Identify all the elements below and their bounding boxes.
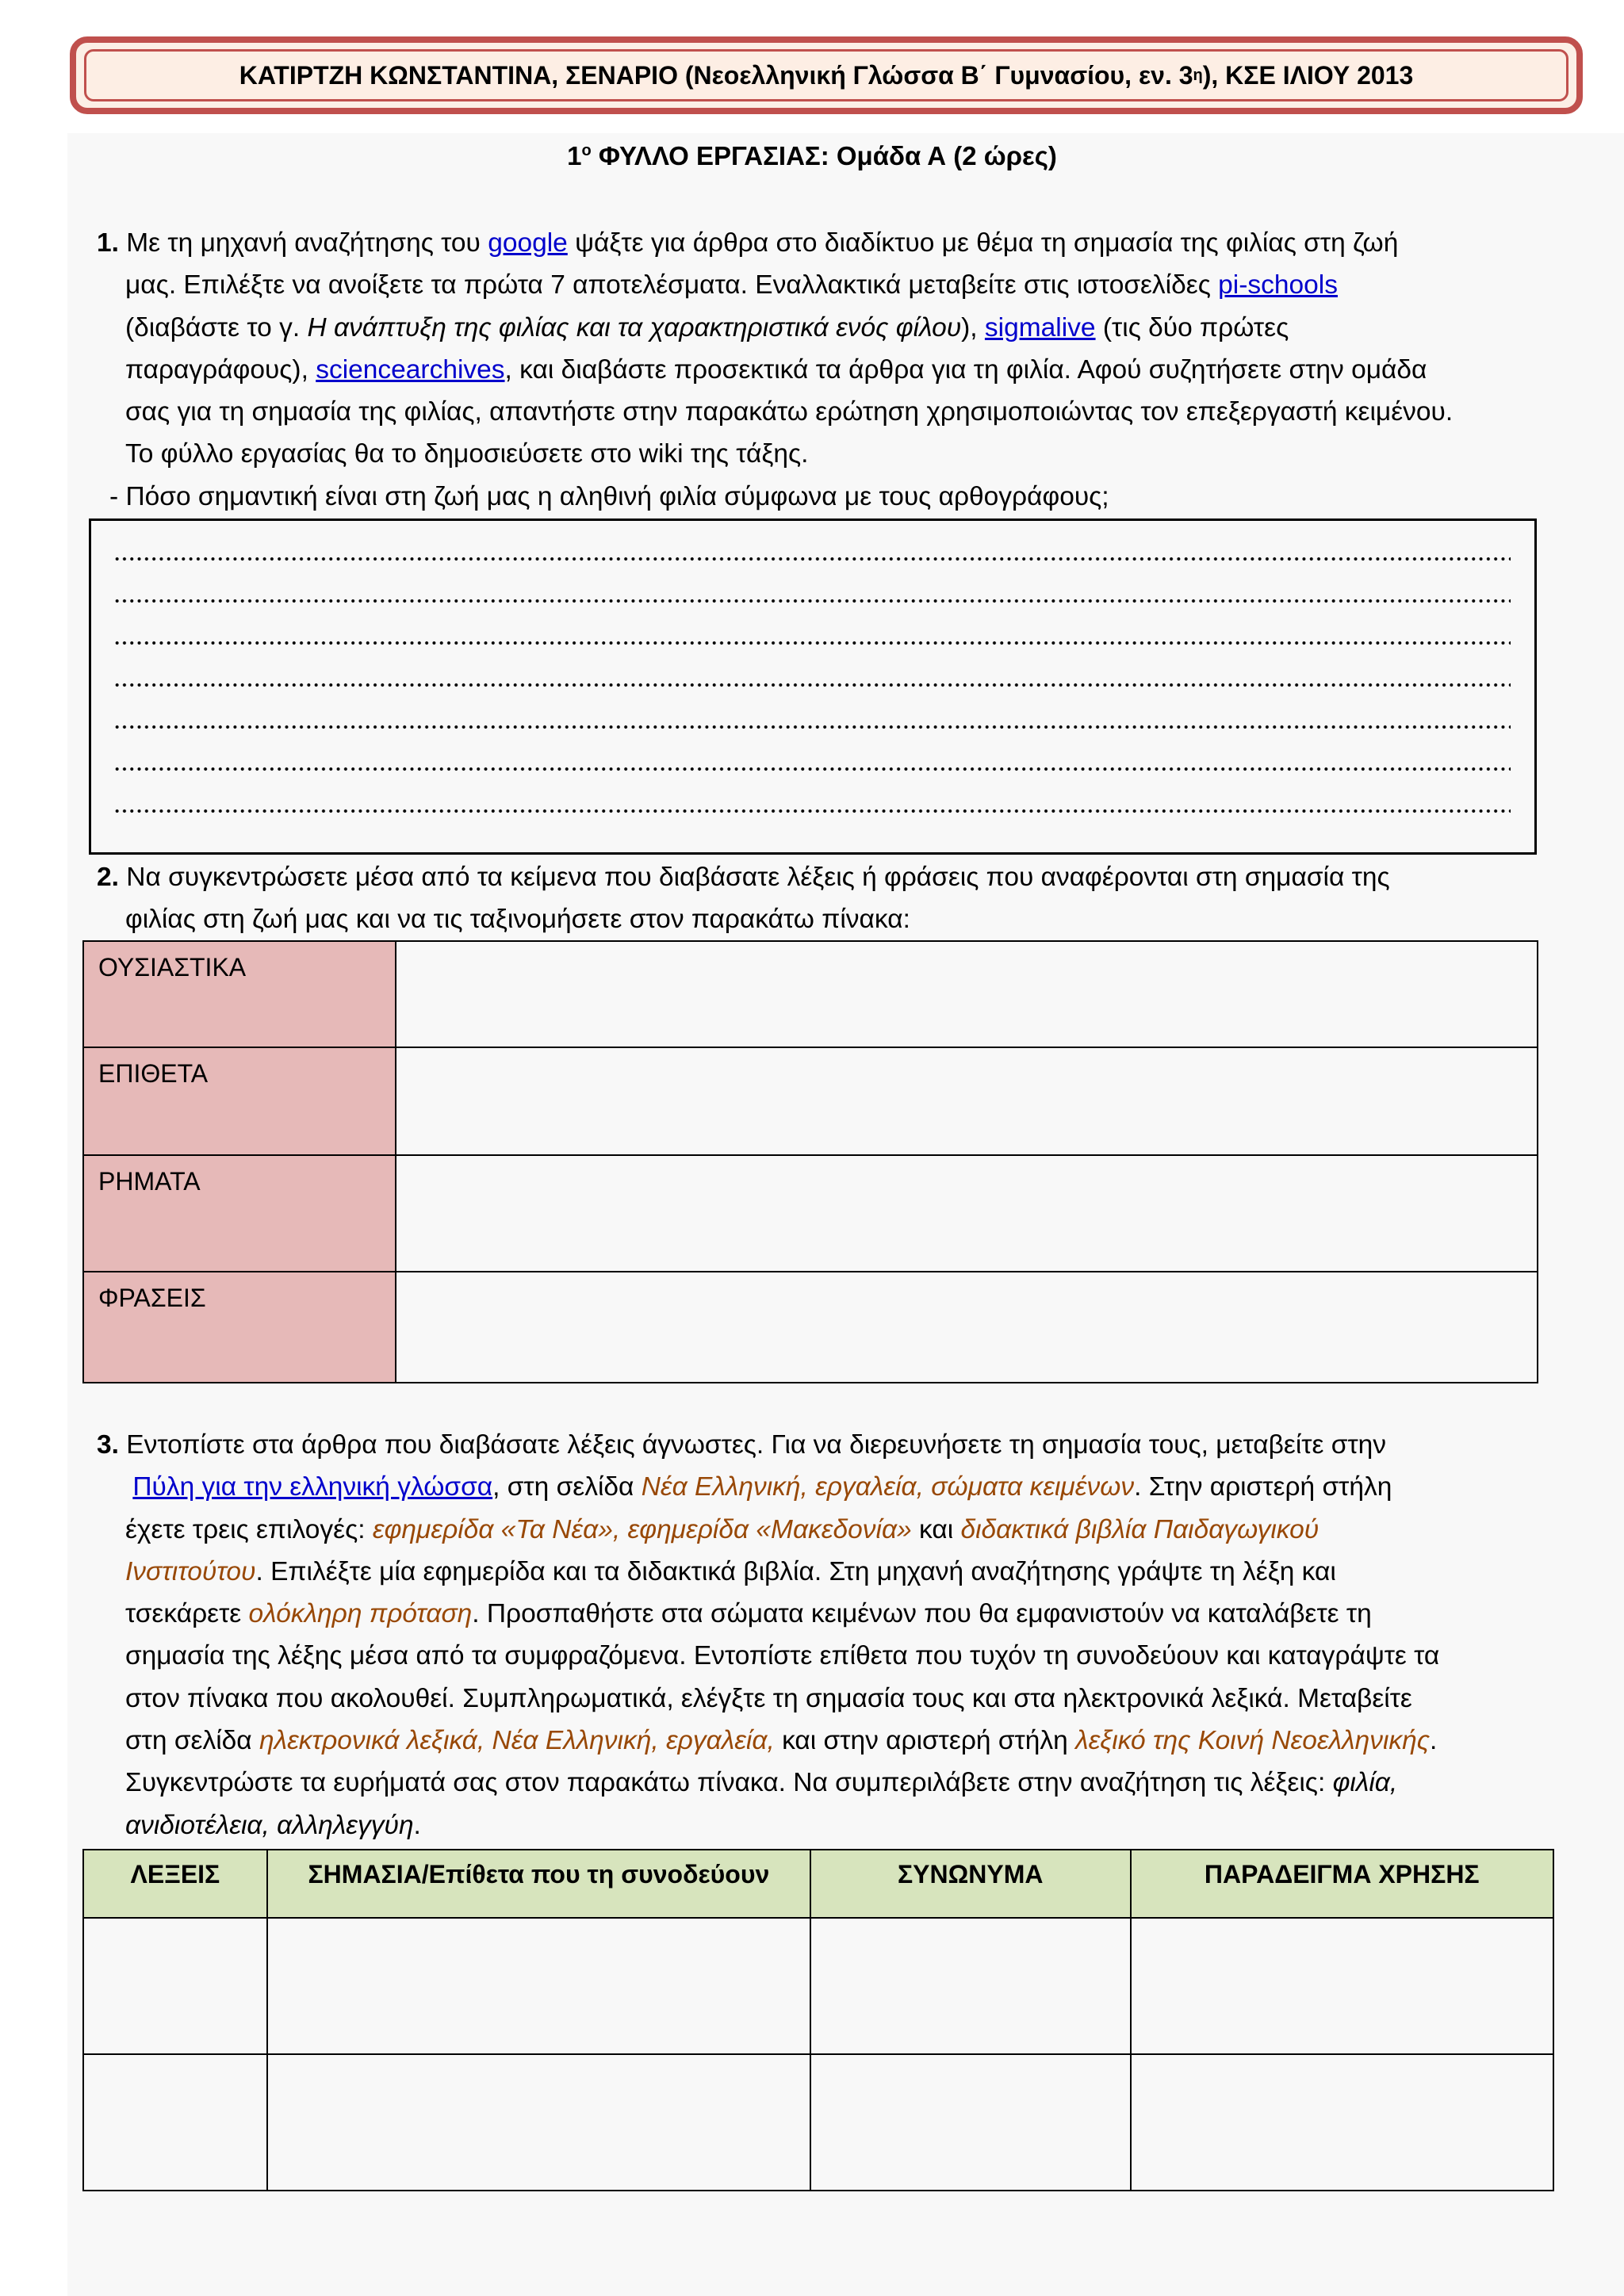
- title-text: ΦΥΛΛΟ ΕΡΓΑΣΙΑΣ: Ομάδα Α (2 ώρες): [591, 141, 1057, 170]
- greek-language-portal-link[interactable]: Πύλη για την ελληνική γλώσσα: [132, 1472, 493, 1502]
- q3-text: Εντοπίστε στα άρθρα που διαβάσατε λέξεις άγνωστες. Για να διερευνήσετε τη σημασία τους, μεταβείτε στην: [118, 1430, 1387, 1460]
- q1-text: ψάξτε για άρθρα στο διαδίκτυο με θέμα τη σημασία της φιλίας στη ζωή: [567, 228, 1399, 258]
- table-cell[interactable]: [810, 2054, 1131, 2191]
- column-header-meaning: ΣΗΜΑΣΙΑ/Επίθετα που τη συνοδεύουν: [267, 1850, 810, 1918]
- q3-line-5: [125, 1593, 1540, 1635]
- q1-question: - Πόσο σημαντική είναι στη ζωή μας η αληθινή φιλία σύμφωνα με τους αρθογράφους;: [109, 481, 1109, 511]
- q2-text: Να συγκεντρώσετε μέσα από τα κείμενα που διαβάσατε λέξεις ή φράσεις που αναφέρονται στη σημασία της: [118, 863, 1390, 892]
- q3-line-2: [125, 1466, 1540, 1508]
- answer-dotted-line: [113, 596, 1511, 606]
- q3-body: [125, 1466, 1540, 1846]
- q3-number: 3.: [97, 1430, 119, 1460]
- q1-line-1: [97, 222, 1540, 264]
- q2-line-1: [97, 856, 1540, 898]
- column-header-usage-example: ΠΑΡΑΔΕΙΓΜΑ ΧΡΗΣΗΣ: [1131, 1850, 1553, 1918]
- q3-emphasis: λεξικό της Κοινή Νεοελληνικής: [1075, 1726, 1431, 1756]
- title-sup: ο: [581, 142, 592, 159]
- table-row: [83, 2054, 1553, 2191]
- table-row: [83, 941, 1538, 1047]
- table-row: [83, 1047, 1538, 1155]
- word-categories-table: [82, 940, 1538, 1383]
- q3-line-9: [125, 1762, 1540, 1804]
- question-1: [97, 222, 1540, 518]
- q3-text: . Επιλέξτε μία εφημερίδα και τα διδακτικά βιβλία. Στη μηχανή αναζήτησης γράψτε τη λέξη και: [255, 1556, 1336, 1586]
- vocabulary-table: [82, 1849, 1554, 2191]
- q1-text: ),: [961, 312, 985, 342]
- table-cell[interactable]: [267, 1918, 810, 2054]
- table-cell[interactable]: [83, 1918, 267, 2054]
- table-row: [83, 1155, 1538, 1272]
- q3-line-7: στον πίνακα που ακολουθεί. Συμπληρωματικά, ελέγξτε τη σημασία τους και στα ηλεκτρονικά λεξικά. Μεταβείτε: [125, 1683, 1412, 1713]
- q3-line-8: [125, 1720, 1540, 1762]
- worksheet-title: [0, 141, 1624, 171]
- q1-text: (διαβάστε το γ.: [125, 312, 308, 342]
- q3-emphasis: σώματα κειμένων: [931, 1472, 1135, 1502]
- input-cell-adjectives[interactable]: [396, 1047, 1538, 1155]
- q3-line-6: σημασία της λέξης μέσα από τα συμφραζόμενα. Εντοπίστε επίθετα που τυχόν τη συνοδεύουν και καταγράψτε τα: [125, 1641, 1440, 1671]
- column-header-words: ΛΕΞΕΙΣ: [83, 1850, 267, 1918]
- q3-text: Συγκεντρώστε τα ευρήματά σας στον παρακάτω πίνακα. Να συμπεριλάβετε στην αναζήτηση τις λέξεις:: [125, 1768, 1333, 1798]
- q1-italic-text: Η ανάπτυξη της φιλίας και τα χαρακτηριστικά ενός φίλου: [307, 312, 962, 342]
- table-header-row: [83, 1850, 1553, 1918]
- table-cell[interactable]: [1131, 1918, 1553, 2054]
- q3-emphasis: διδακτικά βιβλία Παιδαγωγικού: [960, 1514, 1320, 1544]
- q3-text: .: [413, 1810, 421, 1840]
- question-2: [97, 856, 1540, 941]
- q3-text: .: [1430, 1726, 1438, 1756]
- header-sup: η: [1193, 66, 1203, 84]
- q3-line-3: [125, 1509, 1540, 1551]
- column-header-synonyms: ΣΥΝΩΝΥΜΑ: [810, 1850, 1131, 1918]
- table-cell[interactable]: [810, 1918, 1131, 2054]
- answer-box[interactable]: [89, 519, 1537, 855]
- q2-line-2: φιλίας στη ζωή μας και να τις ταξινομήσετε στον παρακάτω πίνακα:: [125, 905, 910, 935]
- table-cell[interactable]: [267, 2054, 810, 2191]
- q1-number: 1.: [97, 228, 119, 258]
- question-3: [97, 1424, 1540, 1846]
- q3-italic-text: ανιδιοτέλεια, αλληλεγγύη: [125, 1810, 414, 1840]
- q1-text: Με τη μηχανή αναζήτησης του: [118, 228, 488, 258]
- header-banner-inner: [84, 49, 1568, 101]
- q3-text: έχετε τρεις επιλογές:: [125, 1514, 373, 1544]
- table-cell[interactable]: [83, 2054, 267, 2191]
- q3-emphasis: εργαλεία: [815, 1472, 917, 1502]
- answer-dotted-line: [113, 806, 1511, 816]
- q1-line-3: [125, 307, 1540, 349]
- input-cell-phrases[interactable]: [396, 1272, 1538, 1383]
- q3-text: τσεκάρετε: [125, 1599, 249, 1629]
- q3-emphasis: ,: [651, 1726, 666, 1756]
- q3-text: . Προσπαθήστε στα σώματα κειμένων που θα εμφανιστούν να καταλάβετε τη: [472, 1599, 1372, 1629]
- q1-text: παραγράφους),: [125, 354, 316, 385]
- q3-emphasis: Ινστιτούτου: [125, 1556, 256, 1586]
- q3-italic-text: φιλία,: [1332, 1768, 1398, 1798]
- q1-line-2: [125, 264, 1540, 306]
- answer-dotted-line: [113, 722, 1511, 732]
- q1-line-5: σας για τη σημασία της φιλίας, απαντήστε στην παρακάτω ερώτηση χρησιμοποιώντας τον επεξεργαστή κειμένου.: [125, 397, 1454, 427]
- q3-emphasis: εργαλεία,: [665, 1726, 775, 1756]
- sciencearchives-link[interactable]: sciencearchives: [316, 354, 505, 385]
- pi-schools-link[interactable]: pi-schools: [1218, 270, 1338, 300]
- input-cell-verbs[interactable]: [396, 1155, 1538, 1272]
- table-cell[interactable]: [1131, 2054, 1553, 2191]
- q3-line-10: [125, 1804, 1540, 1846]
- google-link[interactable]: google: [488, 228, 568, 258]
- q3-text: στη σελίδα: [125, 1726, 259, 1756]
- row-label-adjectives: ΕΠΙΘΕΤΑ: [83, 1047, 396, 1155]
- answer-dotted-line: [113, 680, 1511, 690]
- q2-number: 2.: [97, 863, 119, 892]
- header-text: ΚΑΤΙΡΤΖΗ ΚΩΝΣΤΑΝΤΙΝΑ, ΣΕΝΑΡΙΟ (Νεοελληνική Γλώσσα Β΄ Γυμνασίου, εν. 3: [239, 60, 1193, 90]
- title-num: 1: [567, 141, 582, 170]
- row-label-phrases: ΦΡΑΣΕΙΣ: [83, 1272, 396, 1383]
- answer-dotted-line: [113, 638, 1511, 648]
- table-row: [83, 1918, 1553, 2054]
- q3-text: . Στην αριστερή στήλη: [1134, 1472, 1392, 1502]
- q3-emphasis: ολόκληρη πρόταση: [248, 1599, 473, 1629]
- sigmalive-link[interactable]: sigmalive: [984, 312, 1096, 342]
- q3-line-1: [97, 1424, 1540, 1466]
- q3-line-4: [125, 1551, 1540, 1593]
- header-text-end: ), ΚΣΕ ΙΛΙΟΥ 2013: [1202, 60, 1414, 90]
- header-banner: [70, 36, 1583, 114]
- q3-emphasis: Νέα Ελληνική: [641, 1472, 801, 1502]
- q3-text: και: [911, 1514, 961, 1544]
- q1-body: [125, 264, 1540, 475]
- table-row: [83, 1272, 1538, 1383]
- answer-dotted-line: [113, 554, 1511, 564]
- q1-line-4: [125, 349, 1540, 391]
- row-label-nouns: ΟΥΣΙΑΣΤΙΚΑ: [83, 941, 396, 1047]
- q3-emphasis: ,: [800, 1472, 816, 1502]
- q3-emphasis: ,: [916, 1472, 932, 1502]
- q3-text: , στη σελίδα: [492, 1472, 642, 1502]
- answer-dotted-line: [113, 764, 1511, 774]
- q1-line-6: Το φύλλο εργασίας θα το δημοσιεύσετε στο wiki της τάξης.: [125, 439, 809, 469]
- q1-text: , και διαβάστε προσεκτικά τα άρθρα για τη φιλία. Αφού συζητήσετε στην ομάδα: [504, 354, 1427, 385]
- q3-text: και στην αριστερή στήλη: [774, 1726, 1076, 1756]
- q3-emphasis: ηλεκτρονικά λεξικά, Νέα Ελληνική: [259, 1726, 652, 1756]
- q1-text: μας. Επιλέξτε να ανοίξετε τα πρώτα 7 αποτελέσματα. Εναλλακτικά μεταβείτε στις ιστοσελίδες: [125, 270, 1219, 300]
- row-label-verbs: ΡΗΜΑΤΑ: [83, 1155, 396, 1272]
- input-cell-nouns[interactable]: [396, 941, 1538, 1047]
- q3-emphasis: εφημερίδα «Τα Νέα», εφημερίδα «Μακεδονία»: [372, 1514, 912, 1544]
- q1-text: (τις δύο πρώτες: [1095, 312, 1289, 342]
